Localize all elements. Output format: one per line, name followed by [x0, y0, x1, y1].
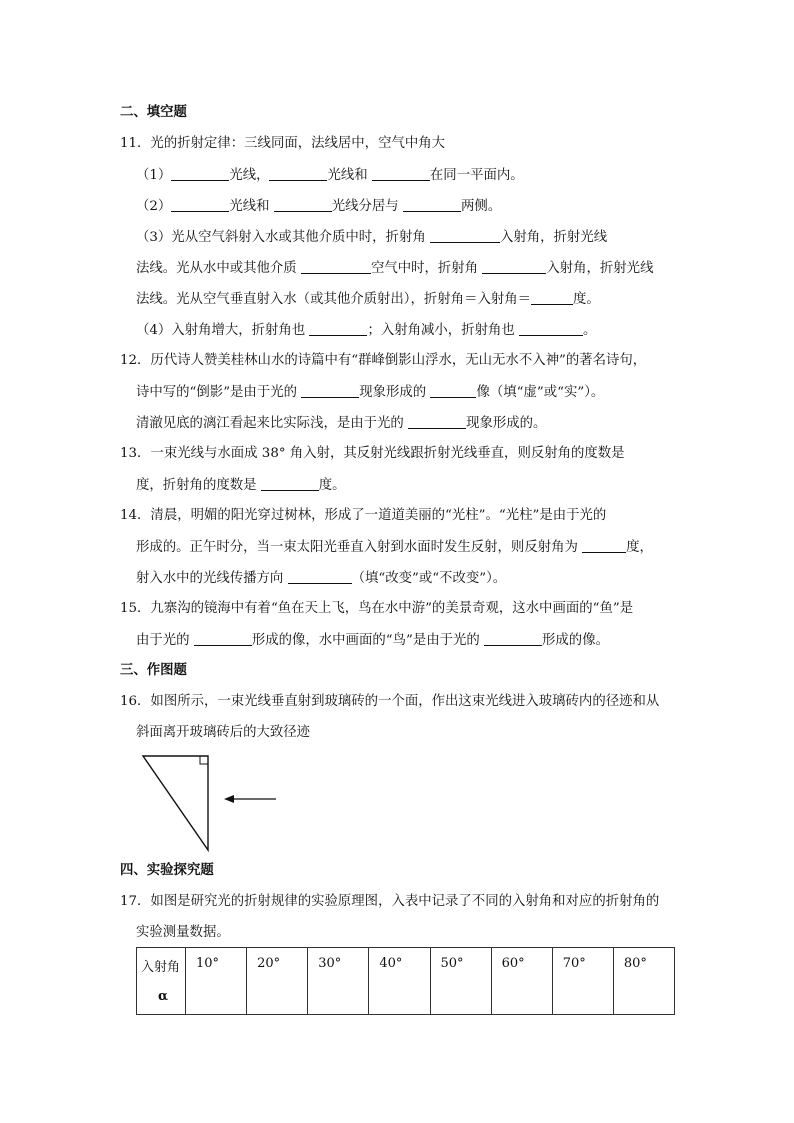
q17-line1: 17．如图是研究光的折射规律的实验原理图，入表中记录了不同的入射角和对应的折射角的	[120, 894, 660, 909]
q11-part1	[136, 166, 524, 185]
angle-cell: 10°	[186, 948, 247, 1015]
blank[interactable]	[269, 166, 327, 181]
table-row	[137, 948, 675, 1015]
q11-p1-text: 光线和	[327, 168, 372, 183]
text: 。	[583, 323, 597, 338]
q11-part3-line3	[136, 290, 600, 309]
text: 形成的像，水中画面的“鸟”是由于光的	[251, 633, 485, 648]
blank[interactable]	[408, 414, 466, 429]
text: 度，折射角的度数是	[136, 478, 261, 493]
q14-line3	[136, 569, 506, 588]
blank[interactable]	[171, 166, 229, 181]
text: （4）入射角增大，折射角也	[136, 323, 310, 338]
blank[interactable]	[430, 228, 500, 243]
angle-cell: 80°	[613, 948, 674, 1015]
text: 法线。光从水中或其他介质	[136, 261, 301, 276]
text: 现象形成的。	[466, 416, 547, 431]
section-heading-drawing: 三、作图题	[120, 663, 187, 678]
blank[interactable]	[171, 197, 229, 212]
blank[interactable]	[482, 259, 546, 274]
text: ；入射角减小，折射角也	[367, 323, 520, 338]
text: 度。	[573, 292, 600, 307]
q11-part3-line2	[136, 259, 653, 278]
q11-part3-line1	[136, 228, 607, 247]
q14-line1: 14．清晨，明媚的阳光穿过树林，形成了一道道美丽的“光柱”。“光柱”是由于光的	[120, 508, 607, 523]
angle-cell: 50°	[430, 948, 491, 1015]
text: 法线。光从空气垂直射入水（或其他介质射出），折射角＝入射角＝	[136, 292, 532, 307]
angle-cell: 60°	[491, 948, 552, 1015]
refraction-data-table	[136, 947, 675, 1015]
blank[interactable]	[372, 166, 430, 181]
blank[interactable]	[288, 569, 352, 584]
q13-line2	[136, 476, 346, 495]
blank[interactable]	[430, 383, 476, 398]
q16-line2: 斜面离开玻璃砖后的大致径迹	[136, 725, 311, 740]
blank[interactable]	[261, 476, 319, 491]
text: 由于光的	[136, 633, 194, 648]
angle-cell: 70°	[552, 948, 613, 1015]
q17-line2: 实验测量数据。	[136, 925, 230, 940]
q11-part2	[136, 197, 501, 216]
q11-part4	[136, 321, 596, 340]
text: 度，	[626, 540, 653, 555]
q11-p2-text: 两侧。	[460, 199, 502, 214]
glass-prism-diagram	[138, 752, 283, 854]
alpha-symbol: α	[157, 989, 168, 1004]
blank[interactable]	[582, 538, 626, 553]
text: 入射角，折射光线	[546, 261, 654, 276]
section-heading-fill-in: 二、填空题	[120, 105, 187, 120]
text: 形成的像。	[542, 633, 609, 648]
text: 清澈见底的漓江看起来比实际浅，是由于光的	[136, 416, 409, 431]
q15-line1: 15．九寨沟的镜海中有着“鱼在天上飞，鸟在水中游”的美景奇观，这水中画面的“鱼”是	[120, 601, 634, 616]
q12-line3	[136, 414, 546, 433]
q14-line2	[136, 538, 653, 557]
blank[interactable]	[309, 321, 367, 336]
text: 度。	[318, 478, 346, 493]
right-angle-mark	[200, 756, 208, 764]
blank[interactable]	[301, 259, 371, 274]
text: 像（填“虚”或“实”）。	[476, 385, 605, 400]
text: 射入水中的光线传播方向	[136, 571, 288, 586]
q12-line1: 12．历代诗人赞美桂林山水的诗篇中有“群峰倒影山浮水，无山无水不入神”的著名诗句，	[120, 353, 647, 368]
text: 入射角，折射光线	[499, 230, 608, 245]
q11-p1-text: 光线，	[229, 168, 270, 183]
q13-line1: 13．一束光线与水面成 38° 角入射，其反射光线跟折射光线垂直，则反射角的度数是	[120, 446, 625, 461]
text: （填“改变”或“不改变”）。	[351, 571, 507, 586]
q11-stem: 11．光的折射定律：三线同面，法线居中，空气中角大	[120, 136, 446, 151]
glass-prism	[143, 756, 208, 850]
angle-cell: 20°	[247, 948, 308, 1015]
q11-p2-label: （2）	[136, 199, 172, 214]
text: 诗中写的“倒影”是由于光的	[136, 385, 302, 400]
row-header-incident-angle	[137, 948, 186, 1015]
q15-line2	[136, 631, 609, 650]
q11-p2-text: 光线和	[229, 199, 274, 214]
section-heading-experiment: 四、实验探究题	[120, 863, 214, 878]
blank[interactable]	[531, 290, 573, 305]
q11-p1-text: 在同一平面内。	[429, 168, 524, 183]
q11-p2-text: 光线分居与	[331, 199, 403, 214]
q12-line2	[136, 383, 604, 402]
q11-p1-label: （1）	[136, 168, 172, 183]
arrow-head-icon	[224, 795, 234, 803]
angle-cell: 40°	[369, 948, 430, 1015]
text: 现象形成的	[359, 385, 431, 400]
blank[interactable]	[301, 383, 359, 398]
row-label: 入射角	[141, 960, 181, 975]
blank[interactable]	[403, 197, 461, 212]
text: 形成的。正午时分，当一束太阳光垂直入射到水面时发生反射，则反射角为	[136, 540, 583, 555]
angle-cell: 30°	[308, 948, 369, 1015]
blank[interactable]	[484, 631, 542, 646]
blank[interactable]	[274, 197, 332, 212]
text: （3）光从空气斜射入水或其他介质中时，折射角	[136, 230, 430, 245]
blank[interactable]	[519, 321, 583, 336]
text: 空气中时，折射角	[370, 261, 483, 276]
q16-line1: 16．如图所示，一束光线垂直射到玻璃砖的一个面，作出这束光线进入玻璃砖内的径迹和从	[120, 694, 660, 709]
blank[interactable]	[194, 631, 252, 646]
